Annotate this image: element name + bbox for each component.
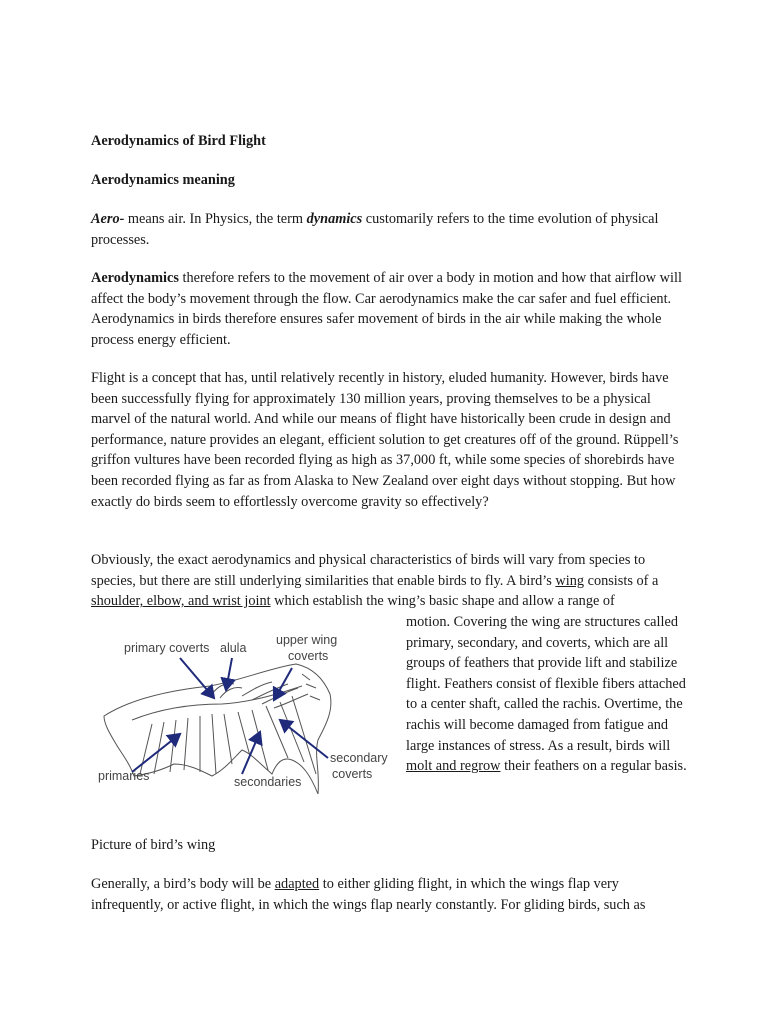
paragraph-flight-types [91,874,687,915]
text-fragment: which establish the wing’s basic shape and allow a range of [270,593,615,610]
text-fragment: their feathers on a regular basis. [500,758,687,775]
label-upper-wing: upper wing [276,633,338,647]
label-primary-coverts: primary coverts [124,641,210,655]
text-fragment: therefore refers to the movement of air over a body in motion and how that airflow will affect the body’s movement through the flow. Car aerodynamics make the car safer and fuel efficient. Aerodynamics in birds therefore ensures safer movement of birds in the air while making the whole process energy efficient. [91,270,682,348]
figure-caption: Picture of bird’s wing [91,837,216,853]
section-heading: Aerodynamics meaning [91,172,235,188]
term-dynamics: dynamics [306,211,363,227]
paragraph-wing-structure [91,550,687,612]
paragraph-aero-definition [91,209,687,250]
link-wing[interactable]: wing [555,572,585,589]
text-fragment: means air. In Physics, the term [124,211,307,227]
link-adapted[interactable]: adapted [274,876,320,892]
text-fragment: consists of a [584,572,659,589]
label-secondaries: secondaries [234,775,302,789]
term-aerodynamics: Aerodynamics [91,270,179,286]
link-joint[interactable]: shoulder, elbow, and wrist joint [91,593,271,610]
doc-title: Aerodynamics of Bird Flight [91,133,266,149]
label-secondary-coverts: coverts [332,767,373,781]
paragraph-flight-history: Flight is a concept that has, until relatively recently in history, eluded humanity. However, birds have been successfully flying for approximately 130 million years, proving themselves to be a physical marvel of the natural world. And while our means of flight have historically been crude in design and performance, nature provides an elegant, efficient solution to get creatures off of the ground. Rüppell’s griffon vultures have been recorded flying as high as 37,000 ft, while some species of shorebirds have been recorded flying as far as from Alaska to New Zealand over eight days without stopping. But how exactly do birds seem to effortlessly overcome gravity so effectively? [91,370,679,510]
text-fragment: Generally, a bird’s body will be [91,876,275,892]
label-secondary: secondary [330,751,388,765]
text-fragment: customarily refers to the time evolution of physical processes. [91,211,659,248]
term-aero: Aero- [91,211,125,227]
paragraph-aerodynamics [91,268,687,350]
label-primaries: primaries [98,769,150,783]
text-fragment: Obviously, the exact aerodynamics and physical characteristics of birds will vary from species to species, but there are still underlying similarities that enable birds to fly. A bird’s [91,552,646,589]
paragraph-feathers [406,612,692,777]
link-molt-regrow[interactable]: molt and regrow [406,758,501,775]
label-alula: alula [220,641,247,655]
text-fragment: to either gliding flight, in which the wings flap very infrequently, or active flight, in which the wings flap nearly constantly. For gliding birds, such as [91,876,646,913]
text-fragment: motion. Covering the wing are structures called primary, secondary, and coverts, which are all groups of feathers that provide lift and stabilize flight. Feathers consist of flexible fibers attached to a center shaft, called the rachis. Overtime, the rachis will become damaged from fatigue and large instances of stress. As a result, birds will [406,614,686,754]
bird-wing-figure [92,624,390,802]
label-upper-wing-coverts: coverts [288,649,329,663]
